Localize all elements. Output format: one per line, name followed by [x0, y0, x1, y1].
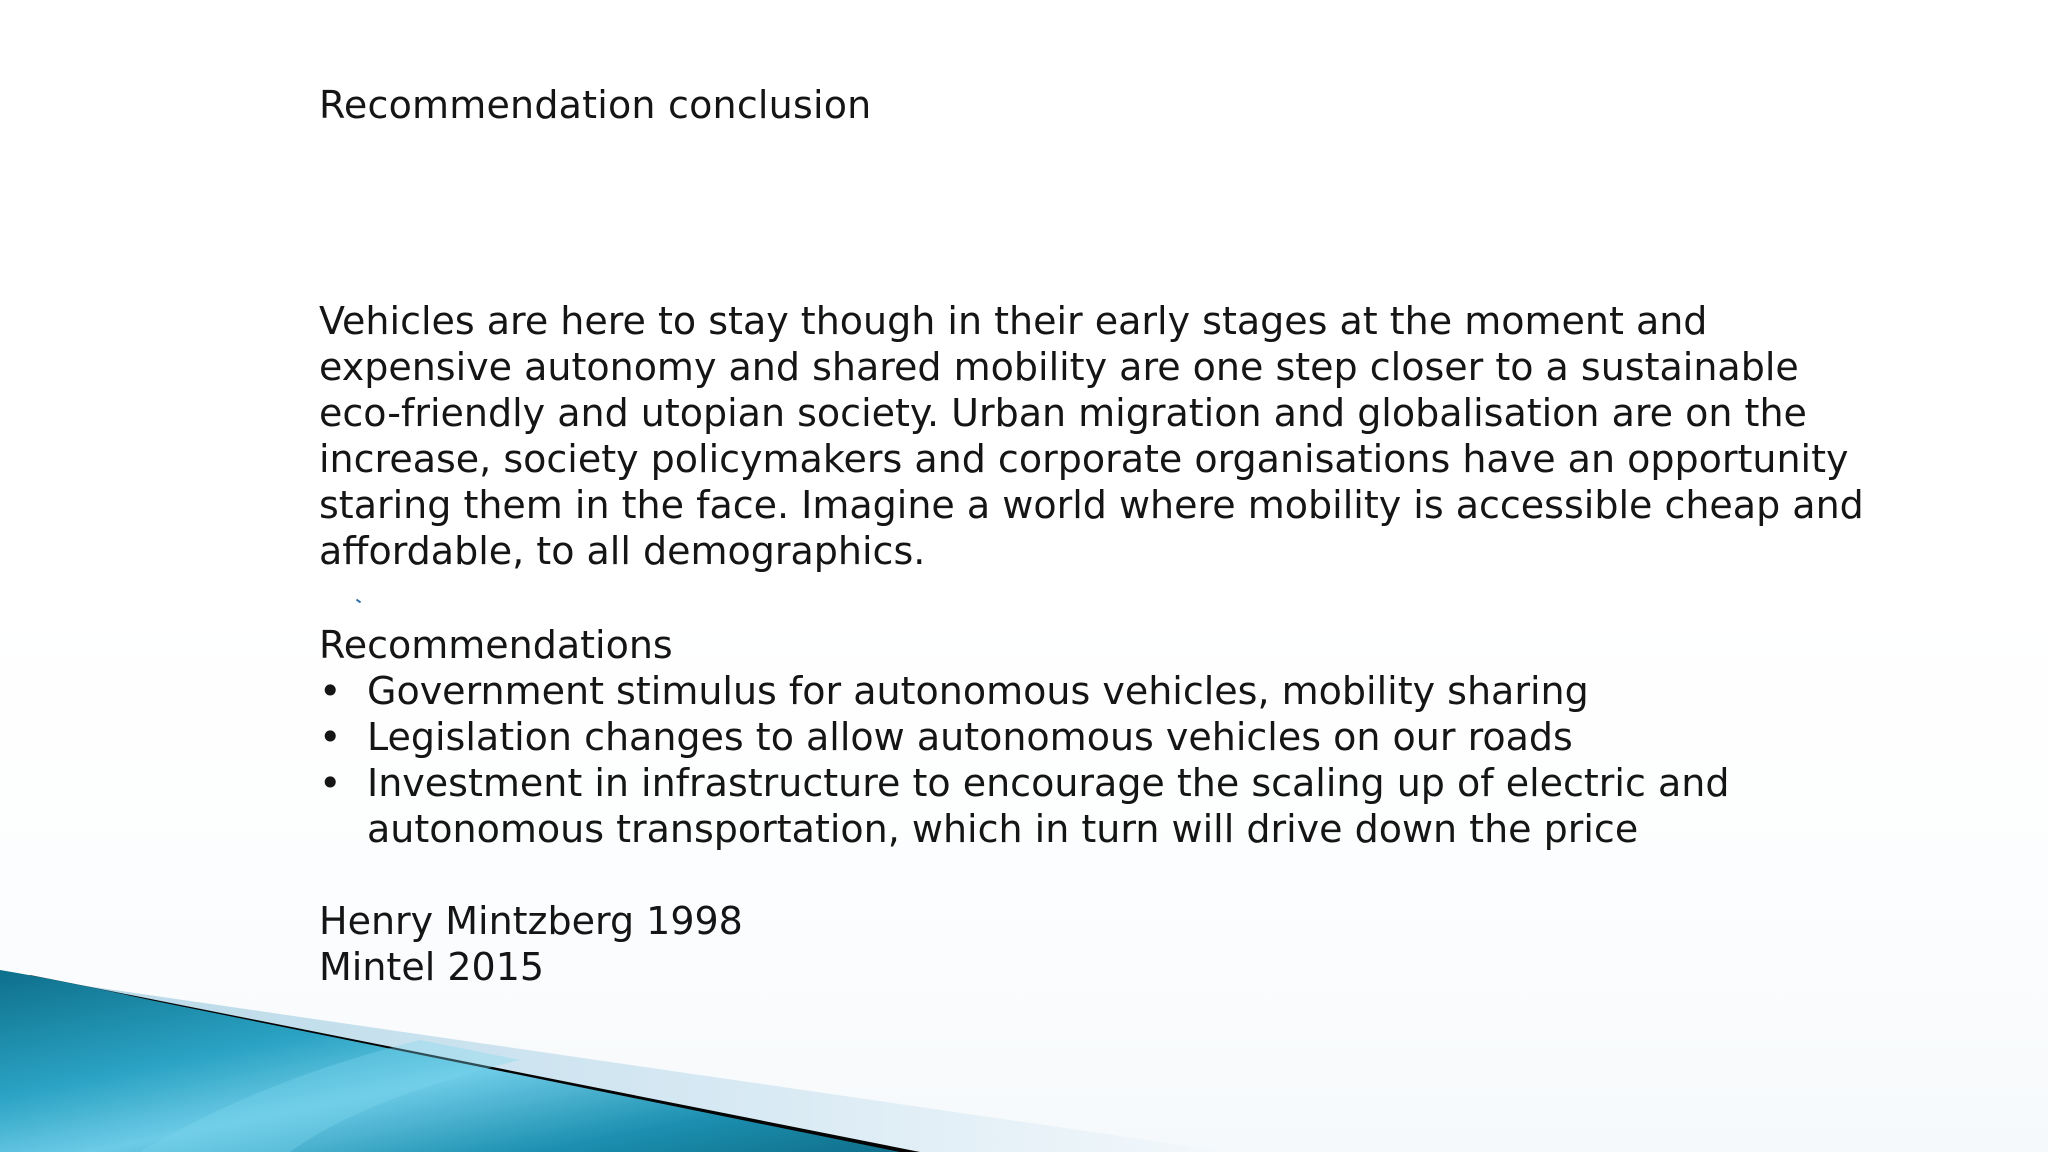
paragraph-line: affordable, to all demographics.	[319, 529, 926, 573]
list-item-line: Legislation changes to allow autonomous vehicles on our roads	[367, 715, 1573, 759]
list-item-text	[367, 760, 1729, 852]
paragraph-line: expensive autonomy and shared mobility are one step closer to a sustainable	[319, 345, 1799, 389]
bullet-point: •	[319, 669, 342, 713]
slide-title: Recommendation conclusion	[319, 83, 872, 127]
list-item-line: autonomous transportation, which in turn will drive down the price	[367, 807, 1639, 851]
list-item	[319, 714, 1879, 760]
bullet-point: •	[319, 715, 342, 759]
paragraph-line: eco-friendly and utopian society. Urban migration and globalisation are on the	[319, 391, 1807, 435]
reference-item: Mintel 2015	[319, 945, 545, 989]
list-item	[319, 668, 1879, 714]
recommendations-heading: Recommendations	[319, 623, 673, 667]
recommendations-list	[319, 668, 1879, 852]
list-item-text	[367, 714, 1573, 760]
list-item-text	[367, 668, 1589, 714]
bullet-point: •	[319, 761, 342, 805]
reference-item: Henry Mintzberg 1998	[319, 899, 743, 943]
paragraph-line: Vehicles are here to stay though in their early stages at the moment and	[319, 299, 1708, 343]
paragraph-line: staring them in the face. Imagine a world where mobility is accessible cheap and	[319, 483, 1864, 527]
list-item-line: Investment in infrastructure to encourage the scaling up of electric and	[367, 761, 1730, 805]
references	[319, 898, 743, 990]
paragraph-line: increase, society policymakers and corporate organisations have an opportunity	[319, 437, 1849, 481]
list-item	[319, 760, 1879, 852]
conclusion-paragraph	[319, 298, 1879, 574]
list-item-line: Government stimulus for autonomous vehicles, mobility sharing	[367, 669, 1589, 713]
